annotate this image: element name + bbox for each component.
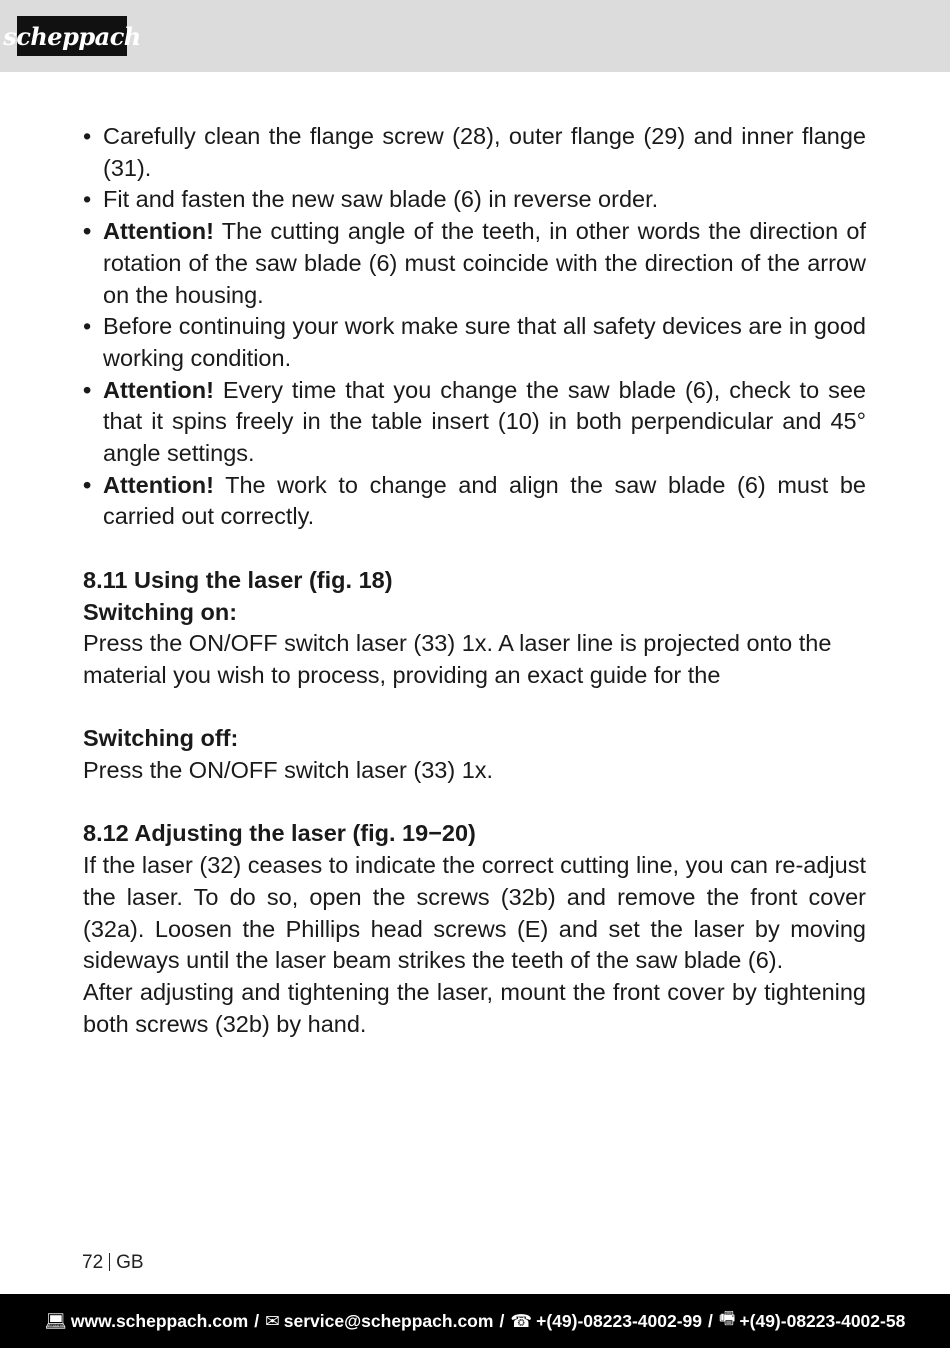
list-item: • Carefully clean the flange screw (28), outer flange (29) and inner flange (31).	[83, 123, 866, 181]
page-footer: 💻︎ www.scheppach.com / ✉︎ service@scheppach.com / ☎︎ +(49)-08223-4002-99 / 🖷︎ +(49)-08223-4002-58	[0, 1294, 950, 1348]
attention-label: Attention!	[103, 218, 214, 245]
page-header	[0, 0, 950, 72]
bullet-icon: •	[83, 186, 92, 213]
switching-on-text: Press the ON/OFF switch laser (33) 1x. A laser line is projected onto the material you wish to process, providing an exact guide for the	[83, 630, 832, 688]
divider	[109, 1253, 110, 1271]
list-item: • Before continuing your work make sure that all safety devices are in good working condition.	[83, 313, 866, 371]
scheppach-logo: scheppach	[17, 16, 127, 56]
fax-icon: 🖷︎	[718, 1308, 736, 1328]
switching-off-heading: Switching off:	[83, 725, 239, 752]
bullet-icon: •	[83, 313, 92, 340]
envelope-icon: ✉︎	[265, 1310, 280, 1331]
attention-label: Attention!	[103, 376, 214, 403]
adjusting-paragraph-1: If the laser (32) ceases to indicate the correct cutting line, you can re-adjust the laser. To do so, open the screws (32b) and remove the front cover (32a). Loosen the Phillips head screws (E) and set the laser by moving sideways until the laser beam strikes the teeth of the saw blade (6).	[83, 852, 866, 974]
bullet-icon: •	[83, 471, 92, 498]
website-link[interactable]: www.scheppach.com	[70, 1310, 249, 1331]
computer-icon: 💻︎	[44, 1310, 67, 1331]
bullet-icon: •	[83, 123, 92, 149]
email-link[interactable]: service@scheppach.com	[283, 1310, 494, 1331]
adjusting-paragraph-2: After adjusting and tightening the laser, mount the front cover by tightening both screws (32b) by hand.	[83, 978, 866, 1037]
list-item: • Attention! The work to change and align the saw blade (6) must be carried out correctly.	[83, 471, 866, 530]
switching-on-heading: Switching on:	[83, 598, 238, 625]
section-heading-8-11: 8.11 Using the laser (fig. 18)	[83, 566, 393, 593]
switching-off-text: Press the ON/OFF switch laser (33) 1x.	[83, 757, 494, 784]
bullet-icon: •	[83, 218, 92, 245]
section-heading-8-12: 8.12 Adjusting the laser (fig. 19−20)	[83, 820, 476, 847]
list-item: • Attention! The cutting angle of the teeth, in other words the direction of rotation of the saw blade (6) must coincide with the direction of the arrow on the housing.	[83, 218, 866, 308]
list-item: • Attention! Every time that you change the saw blade (6), check to see that it spins freely in the table insert (10) in both perpendicular and 45° angle settings.	[83, 376, 866, 467]
phone-number: +(49)-08223-4002-99	[536, 1310, 703, 1331]
page-content	[83, 121, 866, 1040]
list-item: • Fit and fasten the new saw blade (6) in reverse order.	[83, 184, 866, 216]
bullet-list	[83, 121, 866, 533]
fax-number: +(49)-08223-4002-58	[739, 1310, 906, 1331]
bullet-icon: •	[83, 376, 92, 403]
attention-label: Attention!	[103, 471, 214, 498]
telephone-icon: ☎︎	[510, 1310, 533, 1331]
page-number: 72 GB	[82, 1252, 144, 1273]
